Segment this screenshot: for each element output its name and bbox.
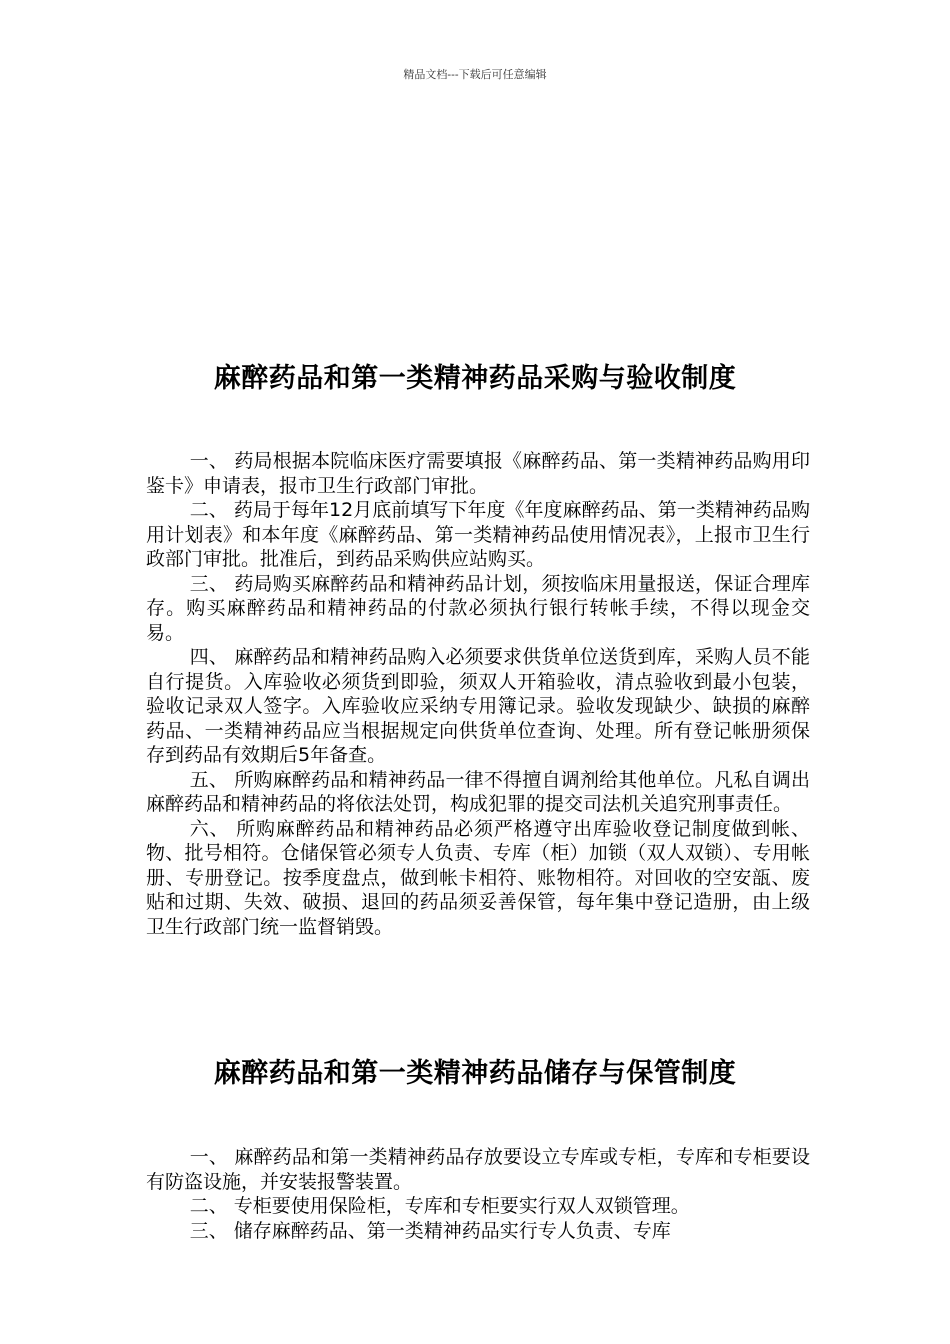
paragraph: 二、 专柜要使用保险柜，专库和专柜要实行双人双锁管理。	[189, 1195, 690, 1217]
paragraph: 一、 药局根据本院临床医疗需要填报《麻醉药品、第一类精神药品购用印鉴卡》申请表，报市卫生行政部门审批。	[146, 450, 810, 497]
paragraph: 二、 药局于每年12月底前填写下年度《年度麻醉药品、第一类精神药品购用计划表》和本年度《麻醉药品、第一类精神药品使用情况表》，上报市卫生行政部门审批。批准后，到药品采购供应站购买。	[146, 499, 810, 570]
paragraph: 六、 所购麻醉药品和精神药品必须严格遵守出库验收登记制度做到帐、物、批号相符。仓储保管必须专人负责、专库（柜）加锁（双人双锁）、专用帐册、专册登记。按季度盘点，做到帐卡相符、账物相符。对回收的空安瓿、废贴和过期、失效、破损、退回的药品须妥善保管，每年集中登记造册，由上级卫生行政部门统一监督销毁。	[146, 817, 810, 938]
section-storage-body	[146, 1145, 810, 1243]
paragraph: 四、 麻醉药品和精神药品购入必须要求供货单位送货到库，采购人员不能自行提货。入库验收必须货到即验，须双人开箱验收，清点验收到最小包装，验收记录双人签字。入库验收应采纳专用簿记录。验收发现缺少、缺损的麻醉药品、一类精神药品应当根据规定向供货单位查询、处理。所有登记帐册须保存到药品有效期后5年备查。	[146, 646, 810, 766]
paragraph: 三、 储存麻醉药品、第一类精神药品实行专人负责、专库	[189, 1219, 671, 1242]
section-title-procurement: 麻醉药品和第一类精神药品采购与验收制度	[213, 363, 737, 394]
paragraph: 五、 所购麻醉药品和精神药品一律不得擅自调剂给其他单位。凡私自调出麻醉药品和精神药品的将依法处罚，构成犯罪的提交司法机关追究刑事责任。	[146, 768, 810, 815]
section-procurement-body	[146, 449, 810, 939]
page-header: 精品文档---下载后可任意编辑	[403, 68, 547, 81]
section-title-storage: 麻醉药品和第一类精神药品储存与保管制度	[213, 1058, 737, 1089]
paragraph: 一、 麻醉药品和第一类精神药品存放要设立专库或专柜，专库和专柜要设有防盗设施，并安装报警装置。	[146, 1146, 810, 1193]
paragraph: 三、 药局购买麻醉药品和精神药品计划，须按临床用量报送，保证合理库存。购买麻醉药品和精神药品的付款必须执行银行转帐手续，不得以现金交易。	[146, 572, 810, 644]
